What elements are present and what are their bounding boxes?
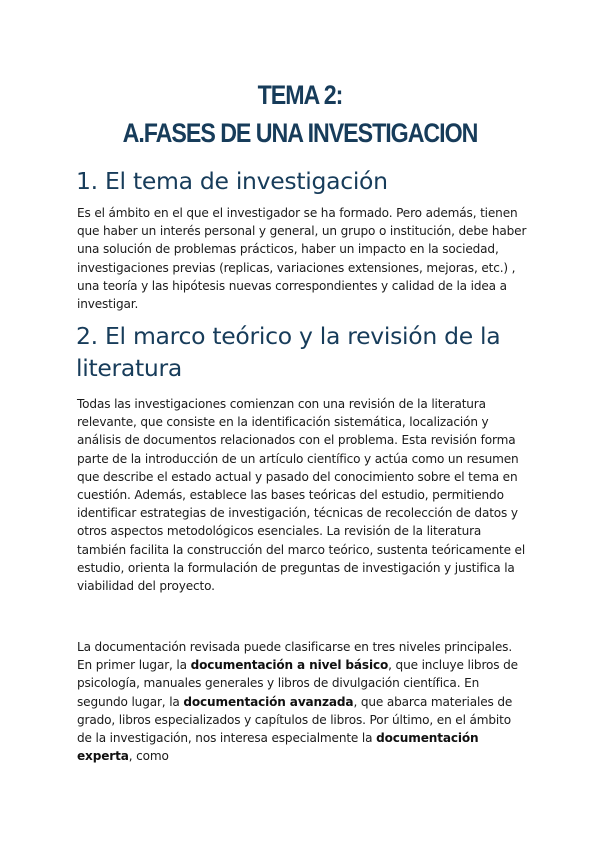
paragraph-text: La documentación revisada puede clasificarse en tres niveles principales. En primer lugar, la — [77, 640, 513, 673]
bold-term-advanced: documentación avanzada — [183, 694, 354, 709]
section-1-paragraph: Es el ámbito en el que el investigador se ha formado. Pero además, tienen que haber un interés personal y general, un grupo o institución, debe haber una solución de problemas prácticos, haber un impacto en la sociedad, investigaciones previas (replicas, variaciones extensiones, mejoras, etc.) , una teoría y las hipótesis nuevas correspondientes y calidad de la idea a investigar. — [77, 206, 527, 312]
section-1-heading: 1. El tema de investigación — [76, 167, 388, 195]
paragraph-text: , que abarca materiales de grado, libros especializados y capítulos de libros. Por último, en el ámbito de la investigación, nos interesa especialmente la — [77, 694, 513, 746]
section-2-heading: 2. El marco teórico y la revisión de la literatura — [76, 322, 501, 382]
bold-term-expert: documentación experta — [77, 731, 479, 764]
page-title-line-1: TEMA 2: — [257, 80, 343, 110]
section-2-paragraph-1: Todas las investigaciones comienzan con una revisión de la literatura relevante, que consiste en la identificación sistemática, localización y análisis de documentos relacionados con el problema. Esta revisión forma parte de la introducción de un artículo científico y actúa como un resumen que describe el estado actual y pasado del conocimiento sobre el tema en cuestión. Además, establece las bases teóricas del estudio, permitiendo identificar estrategias de investigación, técnicas de recolección de datos y otros aspectos metodológicos esenciales. La revisión de la literatura también facilita la construcción del marco teórico, sustenta teóricamente el estudio, orienta la formulación de preguntas de investigación y justifica la viabilidad del proyecto. — [77, 397, 526, 594]
paragraph-text: , como — [128, 749, 169, 764]
page-title-line-2: A.FASES DE UNA INVESTIGACION — [122, 118, 478, 148]
bold-term-basic: documentación a nivel básico — [190, 658, 389, 673]
paragraph-text: , que incluye libros de psicología, manuales generales y libros de divulgación científica. En segundo lugar, la — [77, 658, 518, 709]
section-2-paragraph-2 — [77, 638, 527, 765]
